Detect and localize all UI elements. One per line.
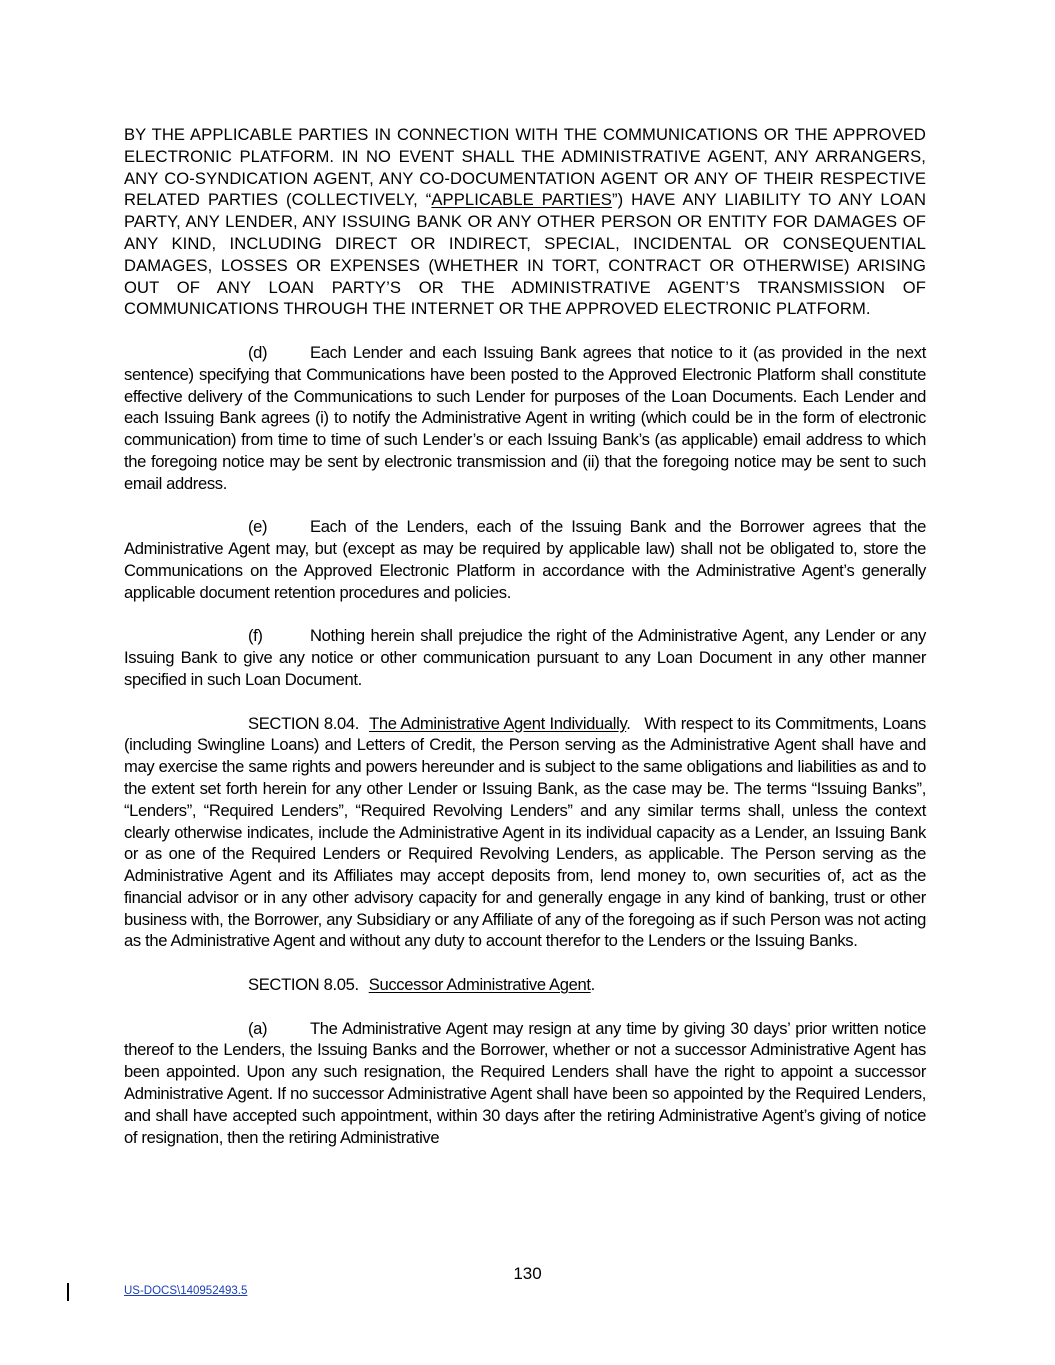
defined-term-applicable-parties: APPLICABLE PARTIES (431, 190, 612, 210)
section-8-04-text: With respect to its Commitments, Loans (including Swingline Loans) and Letters of Credit, the Person serving as the Administrative Agent shall have and may exercise the same rights and powers hereunder and is subject to the same obligations and liabilities as and to the extent set forth herein for any other Lender or Issuing Bank, as the case may be. The terms “Issuing Banks”, “Lenders”, “Required Lenders”, “Required Revolving Lenders” and any similar terms shall, unless the context clearly otherwise indicates, include the Administrative Agent in its individual capacity as a Lender, an Issuing Bank or as one of the Required Lenders or Required Revolving Lenders, as applicable. The Person serving as the Administrative Agent and its Affiliates may accept deposits from, lend money to, own securities of, act as the financial advisor or in any other advisory capacity for and generally engage in any kind of banking, trust or other business with, the Borrower, any Subsidiary or any Affiliate of any of the foregoing as if such Person was not acting as the Administrative Agent and without any duty to account therefor to the Lenders or the Issuing Banks. (124, 713, 926, 951)
paragraph-f (124, 625, 926, 690)
paragraph-f-text: Nothing herein shall prejudice the right of the Administrative Agent, any Lender or any Issuing Bank to give any notice or other communication pursuant to any Loan Document in any other manner specified in such Loan Document. (124, 626, 926, 689)
document-body (124, 124, 926, 1170)
paragraph-a-label: (a) (248, 1018, 268, 1038)
paragraph-d (124, 342, 926, 495)
section-8-04-heading: The Administrative Agent Individually (369, 713, 627, 733)
paragraph-d-text: Each Lender and each Issuing Bank agrees that notice to it (as provided in the next sentence) specifying that Communications have been posted to the Approved Electronic Platform shall constitute effective delivery of the Communications to such Lender for purposes of the Loan Documents. Each Lender and each Issuing Bank agrees (i) to notify the Administrative Agent in writing (which could be in the form of electronic communication) from time to time of such Lender’s or each Issuing Bank’s (as applicable) email address to which the foregoing notice may be sent by electronic transmission and (ii) that the foregoing notice may be sent to such email address. (124, 342, 926, 493)
section-8-05-heading: Successor Administrative Agent (368, 975, 591, 995)
paragraph-e-label: (e) (248, 517, 268, 537)
disclaimer-text-part2: ”) HAVE ANY LIABILITY TO ANY LOAN PARTY, ANY LENDER, ANY ISSUING BANK OR ANY OTHER PERSON OR ENTITY FOR DAMAGES OF ANY KIND, INCLUDING DIRECT OR INDIRECT, SPECIAL, INCIDENTAL OR CONSEQUENTIAL DAMAGES, LOSSES OR EXPENSES (WHETHER IN TORT, CONTRACT OR OTHERWISE) ARISING OUT OF ANY LOAN PARTY’S OR THE ADMINISTRATIVE AGENT’S TRANSMISSION OF COMMUNICATIONS THROUGH THE INTERNET OR THE APPROVED ELECTRONIC PLATFORM. (124, 190, 927, 319)
page-number: 130 (513, 1264, 542, 1283)
revision-bar (67, 1283, 69, 1301)
section-8-04 (124, 713, 926, 953)
footer-document-id-link[interactable]: US-DOCS\140952493.5 (124, 1285, 248, 1297)
paragraph-a (124, 1018, 926, 1149)
liability-disclaimer-paragraph (124, 124, 926, 320)
section-8-05-heading-end: . (590, 975, 595, 995)
paragraph-f-label: (f) (248, 626, 263, 646)
paragraph-d-label: (d) (248, 342, 268, 362)
paragraph-a-text: The Administrative Agent may resign at any time by giving 30 days’ prior written notice thereof to the Lenders, the Issuing Banks and the Borrower, whether or not a successor Administrative Agent has been appointed. Upon any such resignation, the Required Lenders shall have the right to appoint a successor Administrative Agent. If no successor Administrative Agent shall have been so appointed by the Required Lenders, and shall have accepted such appointment, within 30 days after the retiring Administrative Agent’s giving of notice of resignation, then the retiring Administrative (124, 1018, 926, 1147)
section-8-04-heading-end: . (626, 713, 631, 733)
paragraph-e (124, 516, 926, 603)
disclaimer-text-part1: BY THE APPLICABLE PARTIES IN CONNECTION WITH THE COMMUNICATIONS OR THE APPROVED ELECTRONIC PLATFORM. IN NO EVENT SHALL THE ADMINISTRATIVE AGENT, ANY ARRANGERS, ANY CO-SYNDICATION AGENT, ANY CO-DOCUMENTATION AGENT OR ANY OF THEIR RESPECTIVE RELATED PARTIES (COLLECTIVELY, “ (124, 125, 926, 210)
paragraph-e-text: Each of the Lenders, each of the Issuing Bank and the Borrower agrees that the Administrative Agent may, but (except as may be required by applicable law) shall not be obligated to, store the Communications on the Approved Electronic Platform in accordance with the Administrative Agent’s generally applicable document retention procedures and policies. (124, 517, 926, 602)
section-8-05-heading-line (124, 974, 926, 996)
section-8-04-number: SECTION 8.04. (248, 713, 360, 733)
section-8-05-number: SECTION 8.05. (248, 975, 359, 995)
